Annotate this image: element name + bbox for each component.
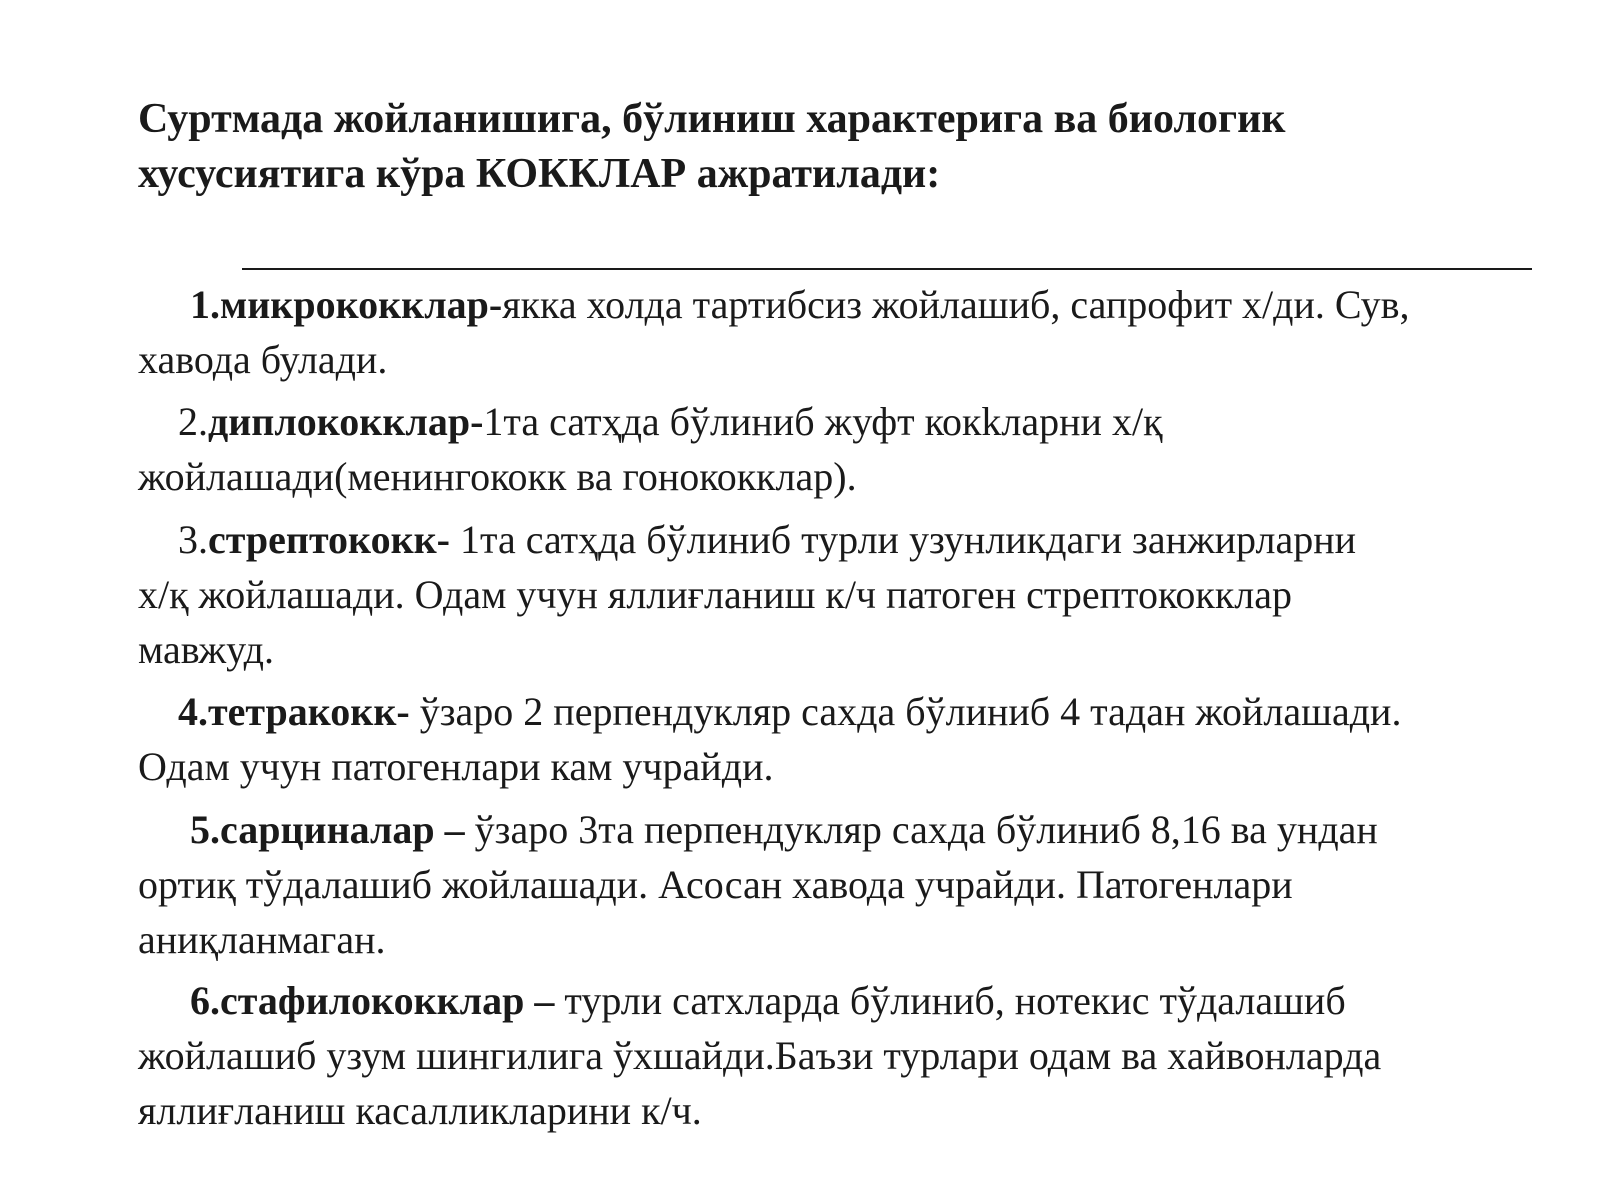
item-number: 6. xyxy=(190,978,220,1023)
item-term: сарциналар xyxy=(220,807,435,852)
list-item-diplococci xyxy=(138,394,1578,504)
title-line-2: хусусиятига кўра КОККЛАР ажратилади: xyxy=(138,151,941,197)
item-text-line-2: жойлашади(менингококк ва гонококклар). xyxy=(138,454,857,499)
item-text-line-1: ўзаро 2 перпендукляр сахда бўлиниб 4 тадан жойлашади. xyxy=(419,689,1402,734)
item-separator: – xyxy=(524,978,565,1023)
title-line-1: Суртмада жойланишига, бўлиниш характерига ва биологик xyxy=(138,96,1286,142)
item-number: 3. xyxy=(178,517,208,562)
item-text-line-3: аниқланмаган. xyxy=(138,917,386,962)
item-text-line-3: мавжуд. xyxy=(138,627,274,672)
item-number: 1. xyxy=(190,282,220,327)
item-text-line-2: ортиқ тўдалашиб жойлашади. Асосан хавода учрайди. Патогенлари xyxy=(138,862,1293,907)
item-term: тетракокк xyxy=(208,689,397,734)
item-text-line-2: Одам учун патогенлари кам учрайди. xyxy=(138,744,774,789)
item-separator: - xyxy=(436,517,460,562)
item-term: диплококклар xyxy=(208,399,471,444)
item-number: 5. xyxy=(190,807,220,852)
item-text-line-1: турли сатхларда бўлиниб, нотекис тўдалашиб xyxy=(564,978,1346,1023)
item-text-line-1: якка холда тартибсиз жойлашиб, сапрофит х/ди. Сув, xyxy=(502,282,1410,327)
item-separator: – xyxy=(434,807,475,852)
item-text-line-2: х/қ жойлашади. Одам учун яллиғланиш к/ч патоген стрептококклар xyxy=(138,572,1292,617)
list-item-tetracoccus xyxy=(138,684,1578,794)
item-text-line-2: жойлашиб узум шингилига ўхшайди.Баъзи турлари одам ва хайвонларда xyxy=(138,1033,1382,1078)
item-term: стрептококк xyxy=(208,517,437,562)
item-text-line-2: хавода булади. xyxy=(138,337,388,382)
list-item-staphylococci xyxy=(138,973,1578,1138)
item-text-line-3: яллиғланиш касалликларини к/ч. xyxy=(138,1088,702,1133)
item-number: 2. xyxy=(178,399,208,444)
slide-title xyxy=(138,92,1438,202)
item-text-line-1: ўзаро 3та перпендукляр сахда бўлиниб 8,16 ва ундан xyxy=(474,807,1378,852)
list-item-streptococcus xyxy=(138,512,1578,677)
item-number: 4. xyxy=(178,689,208,734)
list-item-micrococci xyxy=(138,277,1578,387)
item-text-line-1: 1та сатҳда бўлиниб жуфт кокkларни х/қ xyxy=(483,399,1163,444)
item-term: стафилококклар xyxy=(220,978,525,1023)
item-separator: - xyxy=(488,282,503,327)
item-separator: - xyxy=(470,399,484,444)
item-text-line-1: 1та сатҳда бўлиниб турли узунликдаги занжирларни xyxy=(460,517,1357,562)
item-term: микрококклар xyxy=(220,282,489,327)
list-item-sarcina xyxy=(138,802,1578,967)
item-separator: - xyxy=(396,689,420,734)
horizontal-rule xyxy=(242,268,1532,270)
